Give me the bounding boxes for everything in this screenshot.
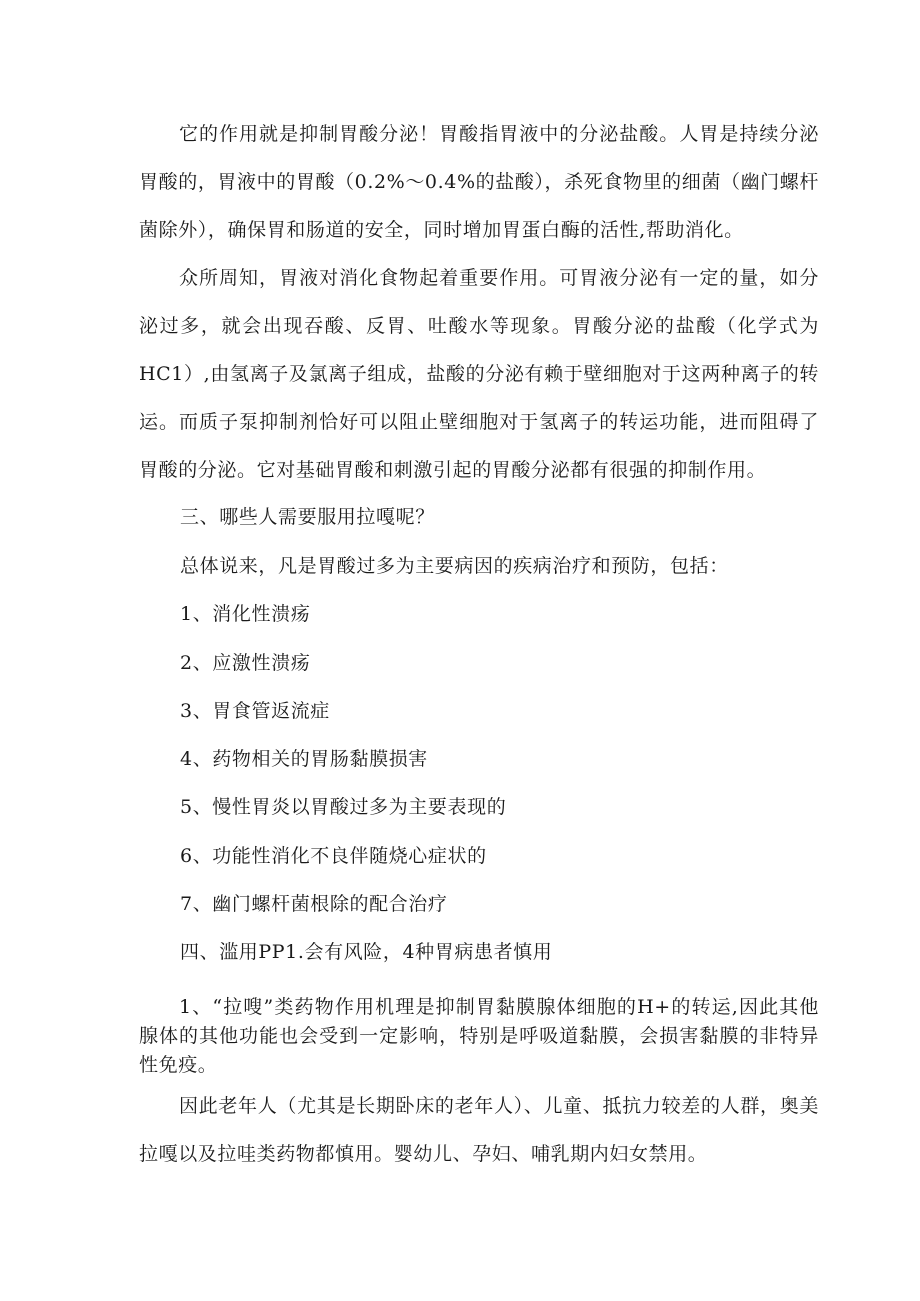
paragraph-acid-function: 它的作用就是抑制胃酸分泌！胃酸指胃液中的分泌盐酸。人胃是持续分泌胃酸的，胃液中的胃酸（0.2%～0.4%的盐酸），杀死食物里的细菌（幽门螺杆菌除外），确保胃和肠道的安全，同时增加胃蛋白酶的活性,帮助消化。 <box>139 123 819 241</box>
list-item: 7、幽门螺杆菌根除的配合治疗 <box>180 893 448 915</box>
list-item: 2、应激性溃疡 <box>180 652 311 674</box>
list-item: 4、药物相关的胃肠黏膜损害 <box>180 748 428 770</box>
paragraph-mechanism: 1、“拉嗖”类药物作用机理是抑制胃黏膜腺体细胞的H+的转运,因此其他腺体的其他功能也会受到一定影响，特别是呼吸道黏膜，会损害黏膜的非特异性免疫。 <box>139 996 819 1076</box>
list-item: 5、慢性胃炎以胃酸过多为主要表现的 <box>180 796 507 818</box>
list-item: 6、功能性消化不良伴随烧心症状的 <box>180 845 487 867</box>
list-item: 3、胃食管返流症 <box>180 700 330 722</box>
paragraph-intro: 总体说来，凡是胃酸过多为主要病因的疾病治疗和预防，包括： <box>180 555 729 577</box>
paragraph-gastric-juice: 众所周知，胃液对消化食物起着重要作用。可胃液分泌有一定的量，如分泌过多，就会出现吞酸、反胃、吐酸水等现象。胃酸分泌的盐酸（化学式为HC1）,由氢离子及氯离子组成，盐酸的分泌有赖于壁细胞对于这两种离子的转运。而质子泵抑制剂恰好可以阻止壁细胞对于氢离子的转运功能，进而阻碍了胃酸的分泌。它对基础胃酸和刺激引起的胃酸分泌都有很强的抑制作用。 <box>139 267 819 481</box>
section-heading-who-needs: 三、哪些人需要服用拉嘎呢？ <box>180 506 435 528</box>
list-item: 1、消化性溃疡 <box>180 603 311 625</box>
paragraph-caution-groups: 因此老年人（尤其是长期卧床的老年人）、儿童、抵抗力较差的人群，奥美拉嘎以及拉哇类药物都慎用。婴幼儿、孕妇、哺乳期内妇女禁用。 <box>139 1095 819 1165</box>
section-heading-risk: 四、滥用PP1.会有风险，4种胃病患者慎用 <box>180 941 553 963</box>
